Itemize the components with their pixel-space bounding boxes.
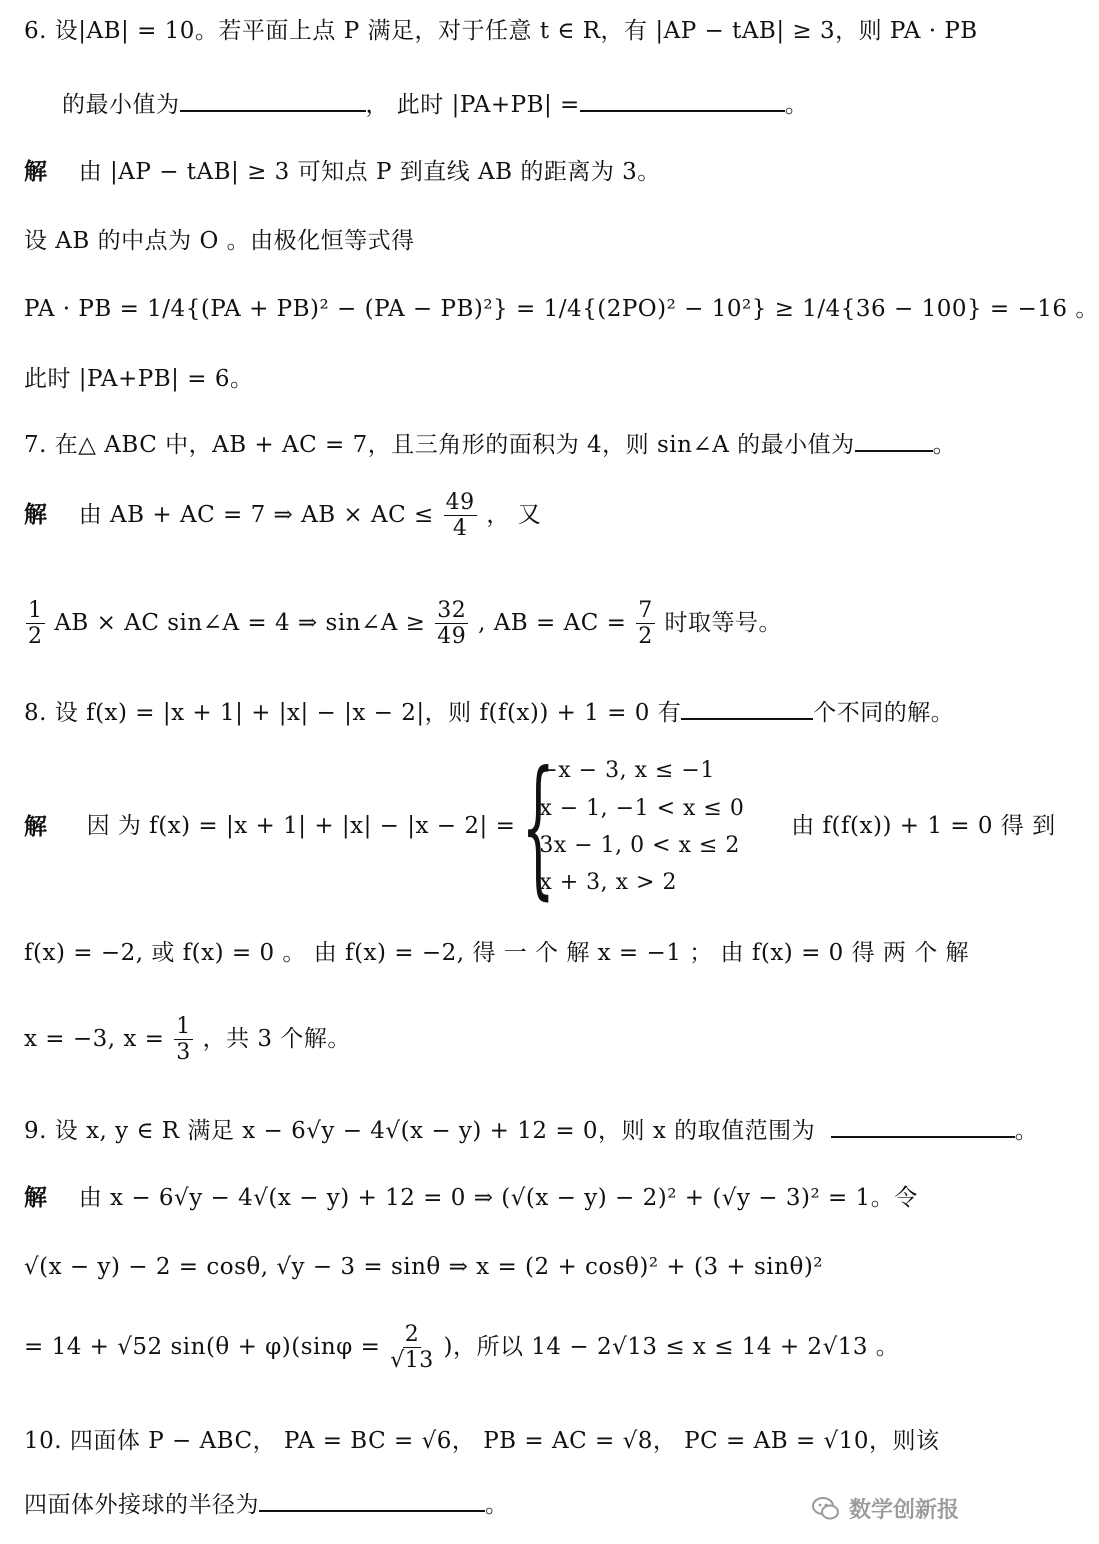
problem-8-solution-line1	[24, 740, 1056, 914]
answer-blank[interactable]	[580, 88, 785, 112]
problem-9-solution-line2: √(x − y) − 2 = cosθ, √y − 3 = sinθ ⇒ x = (2 + cosθ)² + (3 + sinθ)²	[24, 1254, 824, 1280]
problem-6-solution-line3: PA · PB = 1/4{(PA + PB)² − (PA − PB)²} = 1/4{(2PO)² − 10²} ≥ 1/4{36 − 100} = −16 。	[24, 296, 1099, 322]
watermark	[811, 1493, 959, 1524]
problem-6-question-line2: 的最小值为 ， 此时 |PA+PB| = 。	[62, 88, 969, 120]
fraction: $\frac{7}{2}$	[638, 598, 653, 650]
problem-7-question: 7. 在△ ABC 中，AB + AC = 7，且三角形的面积为 4，则 sin∠A 的最小值为 。	[24, 428, 969, 460]
answer-blank[interactable]	[180, 88, 366, 112]
answer-blank[interactable]	[831, 1114, 1015, 1138]
wechat-icon	[811, 1494, 841, 1524]
fraction: $\frac{1}{2}$	[28, 598, 43, 650]
problem-10-question-line2: 四面体外接球的半径为 。	[24, 1488, 969, 1520]
problem-7-solution-line1: 解 由 AB + AC = 7 ⇒ AB × AC ≤ $\frac{49}{4}$ ， 又	[24, 490, 542, 542]
fraction: $\frac{1}{3}$	[176, 1014, 191, 1066]
problem-8-solution-line2: f(x) = −2, 或 f(x) = 0 。 由 f(x) = −2, 得 一 个 解 x = −1 ； 由 f(x) = 0 得 两 个 解	[24, 940, 970, 966]
answer-blank[interactable]	[259, 1488, 485, 1512]
problem-6-solution-line4: 此时 |PA+PB| = 6。	[24, 366, 254, 392]
fraction: $\frac{2}{√13}$	[390, 1322, 434, 1374]
left-brace: {	[521, 740, 556, 914]
fraction: $\frac{49}{4}$	[445, 490, 475, 542]
solution-label: 解	[24, 500, 48, 528]
solution-label: 解	[24, 158, 48, 185]
problem-10-question-line1: 10. 四面体 P − ABC， PA = BC = √6， PB = AC = √8， PC = AB = √10，则该	[24, 1428, 940, 1454]
problem-9-solution-line3: = 14 + √52 sin(θ + φ)(sinφ = $\frac{2}{√13}$ )，所以 14 − 2√13 ≤ x ≤ 14 + 2√13 。	[24, 1322, 900, 1374]
problem-6-question-line1: 6. 设|AB| = 10。若平面上点 P 满足，对于任意 t ∈ R，有 |AP − tAB| ≥ 3，则 PA · PB	[24, 18, 978, 44]
piecewise-cases: −x − 3, x ≤ −1 x − 1, −1 < x ≤ 0 3x − 1, 0 < x ≤ 2 x + 3, x > 2	[539, 758, 745, 896]
problem-8-solution-line3: x = −3, x = $\frac{1}{3}$ ，共 3 个解。	[24, 1014, 351, 1066]
problem-9-solution-line1: 解 由 x − 6√y − 4√(x − y) + 12 = 0 ⇒ (√(x − y) − 2)² + (√y − 3)² = 1。令	[24, 1184, 918, 1211]
answer-blank[interactable]	[855, 428, 933, 452]
problem-9-question: 9. 设 x, y ∈ R 满足 x − 6√y − 4√(x − y) + 12 = 0，则 x 的取值范围为 。	[24, 1114, 969, 1146]
fraction: $\frac{32}{49}$	[437, 598, 467, 650]
problem-6-solution-line1: 解 由 |AP − tAB| ≥ 3 可知点 P 到直线 AB 的距离为 3。	[24, 158, 661, 185]
watermark-text: 数学创新报	[848, 1498, 959, 1523]
piecewise-block: 解 因 为 f(x) = |x + 1| + |x| − |x − 2| = { −x − 3, x ≤ −1 x − 1, −1 < x ≤ 0 3x − 1, 0 < x ≤ 2 x + 3, x > 2 由 f(f(x)) + 1 = 0 得 到	[24, 740, 1056, 914]
solution-label: 解	[24, 1184, 48, 1211]
problem-7-solution-line2: $\frac{1}{2}$ AB × AC sin∠A = 4 ⇒ sin∠A ≥ $\frac{32}{49}$ , AB = AC = $\frac{7}{2}$ 时取等号。	[28, 598, 783, 650]
problem-8-question: 8. 设 f(x) = |x + 1| + |x| − |x − 2|，则 f(f(x)) + 1 = 0 有 个不同的解。	[24, 696, 969, 728]
problem-6-solution-line2: 设 AB 的中点为 O 。由极化恒等式得	[24, 228, 415, 254]
solution-label: 解	[24, 813, 48, 841]
answer-blank[interactable]	[681, 696, 813, 720]
